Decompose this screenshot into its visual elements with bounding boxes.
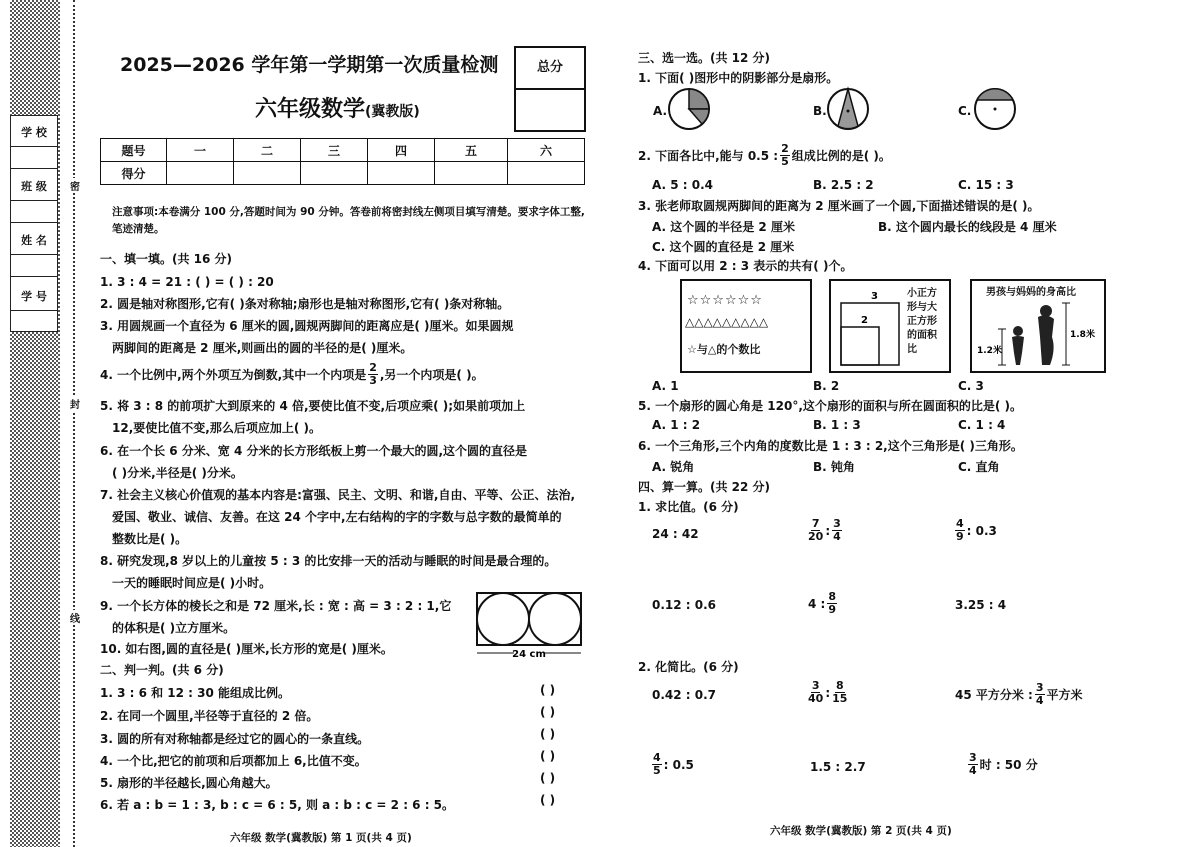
s1-q9-cont: 的体积是( )立方厘米。 [112, 621, 236, 635]
s1-q4-text: 4. 一个比例中,两个外项互为倒数,其中一个内项是 [100, 367, 367, 382]
score-cell[interactable] [368, 162, 435, 185]
fraction-denominator: 4 [969, 764, 977, 777]
nested-squares [835, 285, 905, 367]
score-cell[interactable] [167, 162, 234, 185]
fraction-numerator: 3 [969, 751, 977, 764]
score-table [100, 138, 585, 185]
s1-q8-cont: 一天的睡眠时间应是( )小时。 [112, 576, 272, 590]
s3-q5: 5. 一个扇形的圆心角是 120°,这个扇形的面积与所在圆面积的比是( )。 [638, 399, 1023, 413]
s3-q6-opt-b: B. 钝角 [813, 460, 855, 474]
score-col-2: 二 [234, 139, 301, 162]
section-2-title: 二、判一判。(共 6 分) [100, 663, 224, 677]
boy-height-label: 1.2米 [977, 346, 1002, 356]
seal-line [73, 0, 75, 847]
edition-label: (冀教版) [365, 104, 420, 120]
name-field-line[interactable] [11, 254, 57, 255]
squares-caption [907, 287, 937, 357]
s2-q1: 1. 3 : 6 和 12 : 30 能组成比例。 [100, 686, 291, 700]
s3-q6-opt-a: A. 锐角 [652, 460, 695, 474]
s4-p2-e: 1.5 : 2.7 [810, 760, 866, 774]
s1-q4-fraction [368, 362, 378, 387]
score-col-4: 四 [368, 139, 435, 162]
s3-q1: 1. 下面( )图形中的阴影部分是扇形。 [638, 71, 839, 85]
s3-q4-opt-a: A. 1 [652, 379, 679, 393]
stars-triangles-figure [680, 279, 812, 373]
s4-p1-f: 3.25 : 4 [955, 598, 1007, 612]
s1-q5: 5. 将 3 : 8 的前项扩大到原来的 4 倍,要使比值不变,后项应乘( );如果前项加上 [100, 399, 526, 413]
s3-q2-opt-b: B. 2.5 : 2 [813, 178, 874, 192]
s2-q3: 3. 圆的所有对称轴都是经过它的圆心的一条直线。 [100, 732, 370, 746]
stars-row: ☆☆☆☆☆☆ [687, 293, 763, 308]
s1-q2: 2. 圆是轴对称图形,它有( )条对称轴;扇形也是轴对称图形,它有( )条对称轴。 [100, 297, 510, 311]
score-table-header: 题号 [101, 139, 167, 162]
fraction-numerator: 7 [811, 517, 820, 530]
s3-q4-opt-b: B. 2 [813, 379, 840, 393]
divider [11, 222, 57, 223]
school-field-label: 学 校 [21, 126, 47, 139]
big-square-label: 3 [871, 291, 878, 302]
circle-right [529, 593, 581, 645]
s2-answer-6[interactable]: ( ) [540, 793, 556, 807]
heights-caption: 男孩与妈妈的身高比 [986, 287, 1076, 298]
s1-q3-cont: 两脚间的距离是 2 厘米,则画出的圆的半径的是( )厘米。 [112, 341, 413, 355]
grade-title [255, 92, 420, 123]
score-table-row-score [101, 162, 585, 185]
seal-char-mi: 密 [70, 178, 80, 193]
s2-answer-1[interactable]: ( ) [540, 683, 556, 697]
caption-line: 正方形 [907, 316, 937, 327]
s1-q7: 7. 社会主义核心价值观的基本内容是:富强、民主、文明、和谐,自由、平等、公正、法治, [100, 488, 576, 502]
class-field-label: 班 级 [21, 180, 47, 193]
s1-q4 [100, 362, 484, 387]
fraction-denominator: 20 [808, 530, 824, 543]
circle-segment-shaded-figure [974, 88, 1018, 132]
circle-left [477, 593, 529, 645]
heights-figure [970, 279, 1106, 373]
section-4-title: 四、算一算。(共 22 分) [638, 480, 771, 494]
s3-q4-opt-c: C. 3 [958, 379, 984, 393]
s3-q1-opt-b: B. [813, 104, 827, 118]
class-field-line[interactable] [11, 200, 57, 201]
big-square [841, 303, 899, 365]
s4-p2-c [955, 682, 1083, 707]
subject-title: 六年级数学 [255, 97, 366, 122]
s4-p2-b: $\frac{3}{40}$ : $\frac{8}{15}$ [808, 679, 848, 705]
fraction-numerator: 4 [653, 751, 661, 764]
s3-q1-opt-a: A. [653, 104, 668, 118]
expression-tail: : 0.3 [966, 523, 997, 538]
squares-figure [829, 279, 951, 373]
seal-char-feng: 封 [70, 396, 80, 411]
fraction-denominator: 4 [833, 530, 841, 543]
mother-height-label: 1.8米 [1070, 330, 1095, 340]
school-field-line[interactable] [11, 146, 57, 147]
s3-q3-opt-a: A. 这个圆的半径是 2 厘米 [652, 220, 795, 234]
s1-q6: 6. 在一个长 6 分米、宽 4 分米的长方形纸板上剪一个最大的圆,这个圆的直径是 [100, 444, 528, 458]
score-table-row-number [101, 139, 585, 162]
score-col-5: 五 [435, 139, 508, 162]
s2-q2: 2. 在同一个圆里,半径等于直径的 2 倍。 [100, 709, 319, 723]
expression-tail: 平方米 [1046, 688, 1083, 702]
seal-char-xian: 线 [70, 610, 80, 625]
expression-tail: : 0.5 [663, 757, 694, 772]
s4-p1-b: $\frac{7}{20}$ : $\frac{3}{4}$ [808, 517, 841, 543]
s3-q6: 6. 一个三角形,三个内角的度数比是 1 : 3 : 2,这个三角形是( )三角形。 [638, 439, 1023, 453]
score-col-3: 三 [301, 139, 368, 162]
section-3-title: 三、选一选。(共 12 分) [638, 51, 771, 65]
s1-q3: 3. 用圆规画一个直径为 6 厘米的圆,圆规两脚间的距离应是( )厘米。如果圆规 [100, 319, 514, 333]
fraction-numerator: 2 [781, 142, 789, 155]
s4-p1-c [955, 518, 997, 543]
s1-q6-cont: ( )分米,半径是( )分米。 [112, 466, 243, 480]
score-cell[interactable] [301, 162, 368, 185]
s4-p2-f [968, 752, 1038, 777]
divider [11, 276, 57, 277]
expression-head: 45 平方分米 : [955, 688, 1033, 702]
s4-p1-a: 24 : 42 [652, 527, 699, 541]
s1-q8: 8. 研究发现,8 岁以上的儿童按 5 : 3 的比安排一天的活动与睡眠的时间是最合理的。 [100, 554, 557, 568]
caption-line: 的面积 [907, 330, 937, 341]
page-1-footer: 六年级 数学(冀教版) 第 1 页(共 4 页) [230, 832, 412, 844]
fraction-denominator: 9 [956, 530, 964, 543]
expression-head: 4 : [808, 596, 826, 611]
small-square-label: 2 [861, 315, 868, 326]
fraction-denominator: 40 [808, 692, 824, 705]
s3-q6-opt-c: C. 直角 [958, 460, 1000, 474]
student-info-fields [10, 115, 58, 332]
s3-q2-text: 2. 下面各比中,能与 0.5 : [638, 148, 779, 163]
expression-tail: 时 : 50 分 [979, 758, 1038, 772]
fraction-numerator: 4 [956, 517, 964, 530]
s2-q5: 5. 扇形的半径越长,圆心角越大。 [100, 776, 278, 790]
s3-q4: 4. 下面可以用 2 : 3 表示的共有( )个。 [638, 259, 853, 273]
fraction-numerator: 3 [1035, 681, 1044, 694]
fraction-numerator: 8 [835, 679, 844, 692]
s4-part1-title: 1. 求比值。(6 分) [638, 500, 739, 514]
s3-q2-fraction [780, 143, 790, 168]
fraction-denominator: 15 [832, 692, 848, 705]
fraction-denominator: 5 [781, 155, 789, 168]
fraction-numerator: 3 [811, 679, 820, 692]
s3-q2 [638, 143, 891, 168]
fraction-denominator: 9 [828, 603, 836, 616]
s2-answer-4[interactable]: ( ) [540, 749, 556, 763]
score-cell[interactable] [508, 162, 585, 185]
divider [11, 168, 57, 169]
s1-q7-cont2: 整数比是( )。 [112, 532, 188, 546]
score-cell[interactable] [234, 162, 301, 185]
section-1-title: 一、填一填。(共 16 分) [100, 252, 233, 266]
s1-q1: 1. 3 : 4 = 21 : ( ) = ( ) : 20 [100, 275, 274, 289]
fraction-numerator: 3 [833, 517, 841, 530]
circle-triangle-shaded-figure [827, 88, 871, 132]
s2-answer-3[interactable]: ( ) [540, 727, 556, 741]
score-row-label: 得分 [101, 162, 167, 185]
s1-q9: 9. 一个长方体的棱长之和是 72 厘米,长 : 宽 : 高 = 3 : 2 : 1,它 [100, 599, 452, 613]
two-circles-rectangle-figure [476, 592, 584, 658]
s2-answer-2[interactable]: ( ) [540, 705, 556, 719]
s3-q2-text-end: 组成比例的是( )。 [791, 148, 891, 163]
score-col-1: 一 [167, 139, 234, 162]
small-square [841, 327, 879, 365]
score-cell[interactable] [435, 162, 508, 185]
total-score-box [514, 46, 586, 132]
fraction-denominator: 5 [653, 764, 661, 777]
s1-q4-text-end: ,另一个内项是( )。 [379, 367, 484, 382]
dimension-label: 24 cm [512, 649, 546, 660]
s3-q1-opt-c: C. [958, 104, 972, 118]
boy-mother-illustration [974, 297, 1102, 369]
s4-p1-e [808, 591, 837, 616]
caption-line: 小正方 [907, 288, 937, 299]
stars-triangles-caption: ☆与△的个数比 [687, 343, 761, 356]
total-score-divider [516, 88, 584, 90]
s3-q5-opt-a: A. 1 : 2 [652, 418, 701, 432]
s3-q3-opt-c: C. 这个圆的直径是 2 厘米 [652, 240, 795, 254]
name-field-label: 姓 名 [21, 234, 47, 247]
s4-p2-d [652, 752, 694, 777]
circle-sector-shaded-figure [668, 88, 712, 132]
s4-part2-title: 2. 化简比。(6 分) [638, 660, 739, 674]
fraction-denominator: 4 [1035, 694, 1044, 707]
exam-title: 2025—2026 学年第一学期第一次质量检测 [120, 54, 499, 76]
fraction-numerator: 8 [828, 590, 836, 603]
s3-q3: 3. 张老师取圆规两脚间的距离为 2 厘米画了一个圆,下面描述错误的是( )。 [638, 199, 1040, 213]
s1-q10: 10. 如右图,圆的直径是( )厘米,长方形的宽是( )厘米。 [100, 642, 393, 656]
fraction-numerator: 2 [369, 361, 377, 374]
s3-q2-opt-c: C. 15 : 3 [958, 178, 1014, 192]
s4-p2-a: 0.42 : 0.7 [652, 688, 717, 702]
caption-line: 形与大 [907, 302, 937, 313]
score-col-6: 六 [508, 139, 585, 162]
s3-q5-opt-b: B. 1 : 3 [813, 418, 861, 432]
s3-q2-opt-a: A. 5 : 0.4 [652, 178, 714, 192]
s2-q6: 6. 若 a : b = 1 : 3, b : c = 6 : 5, 则 a : b : c = 2 : 6 : 5。 [100, 798, 455, 812]
triangles-row: △△△△△△△△△ [685, 315, 769, 329]
total-score-label: 总分 [536, 60, 563, 75]
s1-q7-cont: 爱国、敬业、诚信、友善。在这 24 个字中,左右结构的字的字数与总字数的最简单的 [112, 510, 562, 524]
caption-line: 比 [907, 344, 917, 355]
s1-q5-cont: 12,要使比值不变,那么后项应加上( )。 [112, 421, 321, 435]
student-id-field-line[interactable] [11, 310, 57, 311]
s3-q5-opt-c: C. 1 : 4 [958, 418, 1006, 432]
s2-q4: 4. 一个比,把它的前项和后项都加上 6,比值不变。 [100, 754, 367, 768]
s2-answer-5[interactable]: ( ) [540, 771, 556, 785]
fraction-denominator: 3 [369, 374, 377, 387]
s3-q3-opt-b: B. 这个圆内最长的线段是 4 厘米 [878, 220, 1057, 234]
student-id-field-label: 学 号 [21, 290, 47, 303]
page-2-footer: 六年级 数学(冀教版) 第 2 页(共 4 页) [770, 825, 952, 837]
exam-notice: 注意事项:本卷满分 100 分,答题时间为 90 分钟。答卷前将密封线左侧项目填写清楚。要求字体工整,笔迹清楚。 [112, 206, 585, 235]
s4-p1-d: 0.12 : 0.6 [652, 598, 717, 612]
